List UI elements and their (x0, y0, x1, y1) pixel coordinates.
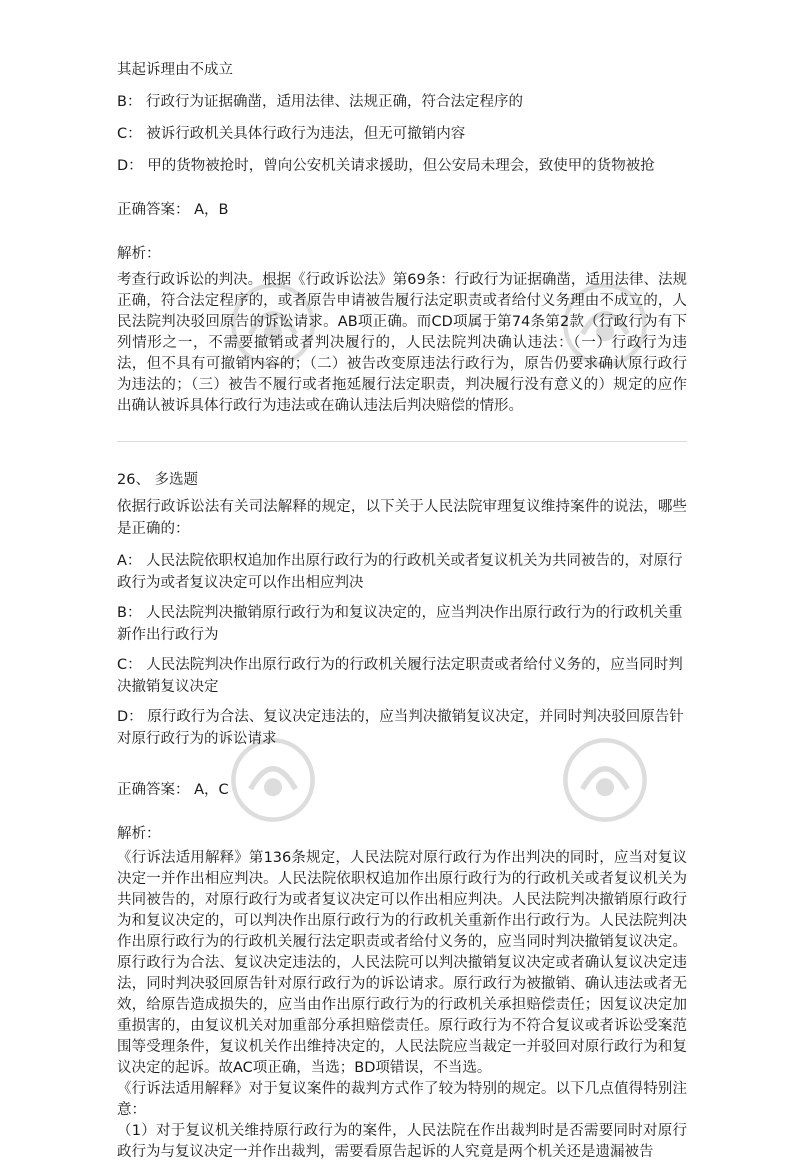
analysis-text: （1）对于复议机关维持原行政行为的案件，人民法院在作出裁判时是否需要同时对原行政行为与复议决定一并作出裁判，需要看原告起诉的人究竟是两个机关还是遗漏被告 (117, 1123, 687, 1160)
correct-answer: 正确答案： A，B (117, 202, 229, 218)
analysis-label: 解析： (117, 246, 161, 262)
document-page (117, 58, 687, 1163)
option-a: A： 人民法院依职权追加作出原行政行为的行政机关或者复议机关为共同被告的，对原行政行为或者复议决定可以作出相应判决 (117, 553, 683, 591)
question-divider (117, 441, 687, 442)
option-d: D： 原行政行为合法、复议决定违法的，应当判决撤销复议决定，并同时判决驳回原告针对原行政行为的诉讼请求 (117, 709, 684, 747)
analysis-text: 《行诉法适用解释》对于复议案件的裁判方式作了较为特别的规定。以下几点值得特别注意： (117, 1081, 687, 1118)
option-d: D： 甲的货物被抢时，曾向公安机关请求援助，但公安局未理会，致使甲的货物被抢 (117, 158, 655, 174)
correct-answer: 正确答案： A，C (117, 782, 229, 798)
analysis-text: 《行诉法适用解释》第136条规定，人民法院对原行政行为作出判决的同时，应当对复议决定一并作出相应判决。人民法院依职权追加作出原行政行为的行政机关或者复议机关为共同被告的，对原行政行为或者复议决定可以作出相应判决。人民法院判决撤销原行政行为和复议决定的，可以判决作出原行政行为的行政机关重新作出行政行为。人民法院判决作出原行政行为的行政机关履行法定职责或者给付义务的，应当同时判决撤销复议决定。原行政行为合法、复议决定违法的，人民法院可以判决撤销复议决定或者确认复议决定违法，同时判决驳回原告针对原行政行为的诉讼请求。原行政行为被撤销、确认违法或者无效，给原告造成损失的，应当由作出原行政行为的行政机关承担赔偿责任；因复议决定加重损害的，由复议机关对加重部分承担赔偿责任。原行政行为不符合复议或者诉讼受案范围等受理条件，复议机关作出维持决定的，人民法院应当裁定一并驳回对原行政行为和复议决定的起诉。故AC项正确，当选；BD项错误，不当选。 (117, 850, 687, 1076)
analysis-text: 考查行政诉讼的判决。根据《行政诉讼法》第69条：行政行为证据确凿，适用法律、法规正确，符合法定程序的，或者原告申请被告履行法定职责或者给付义务理由不成立的，人民法院判决驳回原告的诉讼请求。AB项正确。而CD项属于第74条第2款（行政行为有下列情形之一，不需要撤销或者判决履行的，人民法院判决确认违法：（一）行政行为违法，但不具有可撤销内容的；（二）被告改变原违法行政行为，原告仍要求确认原行政行为违法的；（三）被告不履行或者拖延履行法定职责，判决履行没有意义的）规定的应作出确认被诉具体行政行为违法或在确认违法后判决赔偿的情形。 (117, 272, 687, 414)
question-stem: 依据行政诉讼法有关司法解释的规定，以下关于人民法院审理复议维持案件的说法，哪些是正确的： (117, 499, 687, 537)
option-c: C： 人民法院判决作出原行政行为的行政机关履行法定职责或者给付义务的，应当同时判决撤销复议决定 (117, 657, 683, 695)
question-stem-tail: 其起诉理由不成立 (117, 62, 233, 78)
analysis-label: 解析： (117, 826, 161, 842)
option-c: C： 被诉行政机关具体行政行为违法，但无可撤销内容 (117, 126, 466, 142)
option-b: B： 人民法院判决撤销原行政行为和复议决定的，应当判决作出原行政行为的行政机关重新作出行政行为 (117, 605, 683, 643)
option-b: B： 行政行为证据确凿，适用法律、法规正确，符合法定程序的 (117, 94, 524, 110)
question-heading: 26、 多选题 (117, 472, 199, 488)
